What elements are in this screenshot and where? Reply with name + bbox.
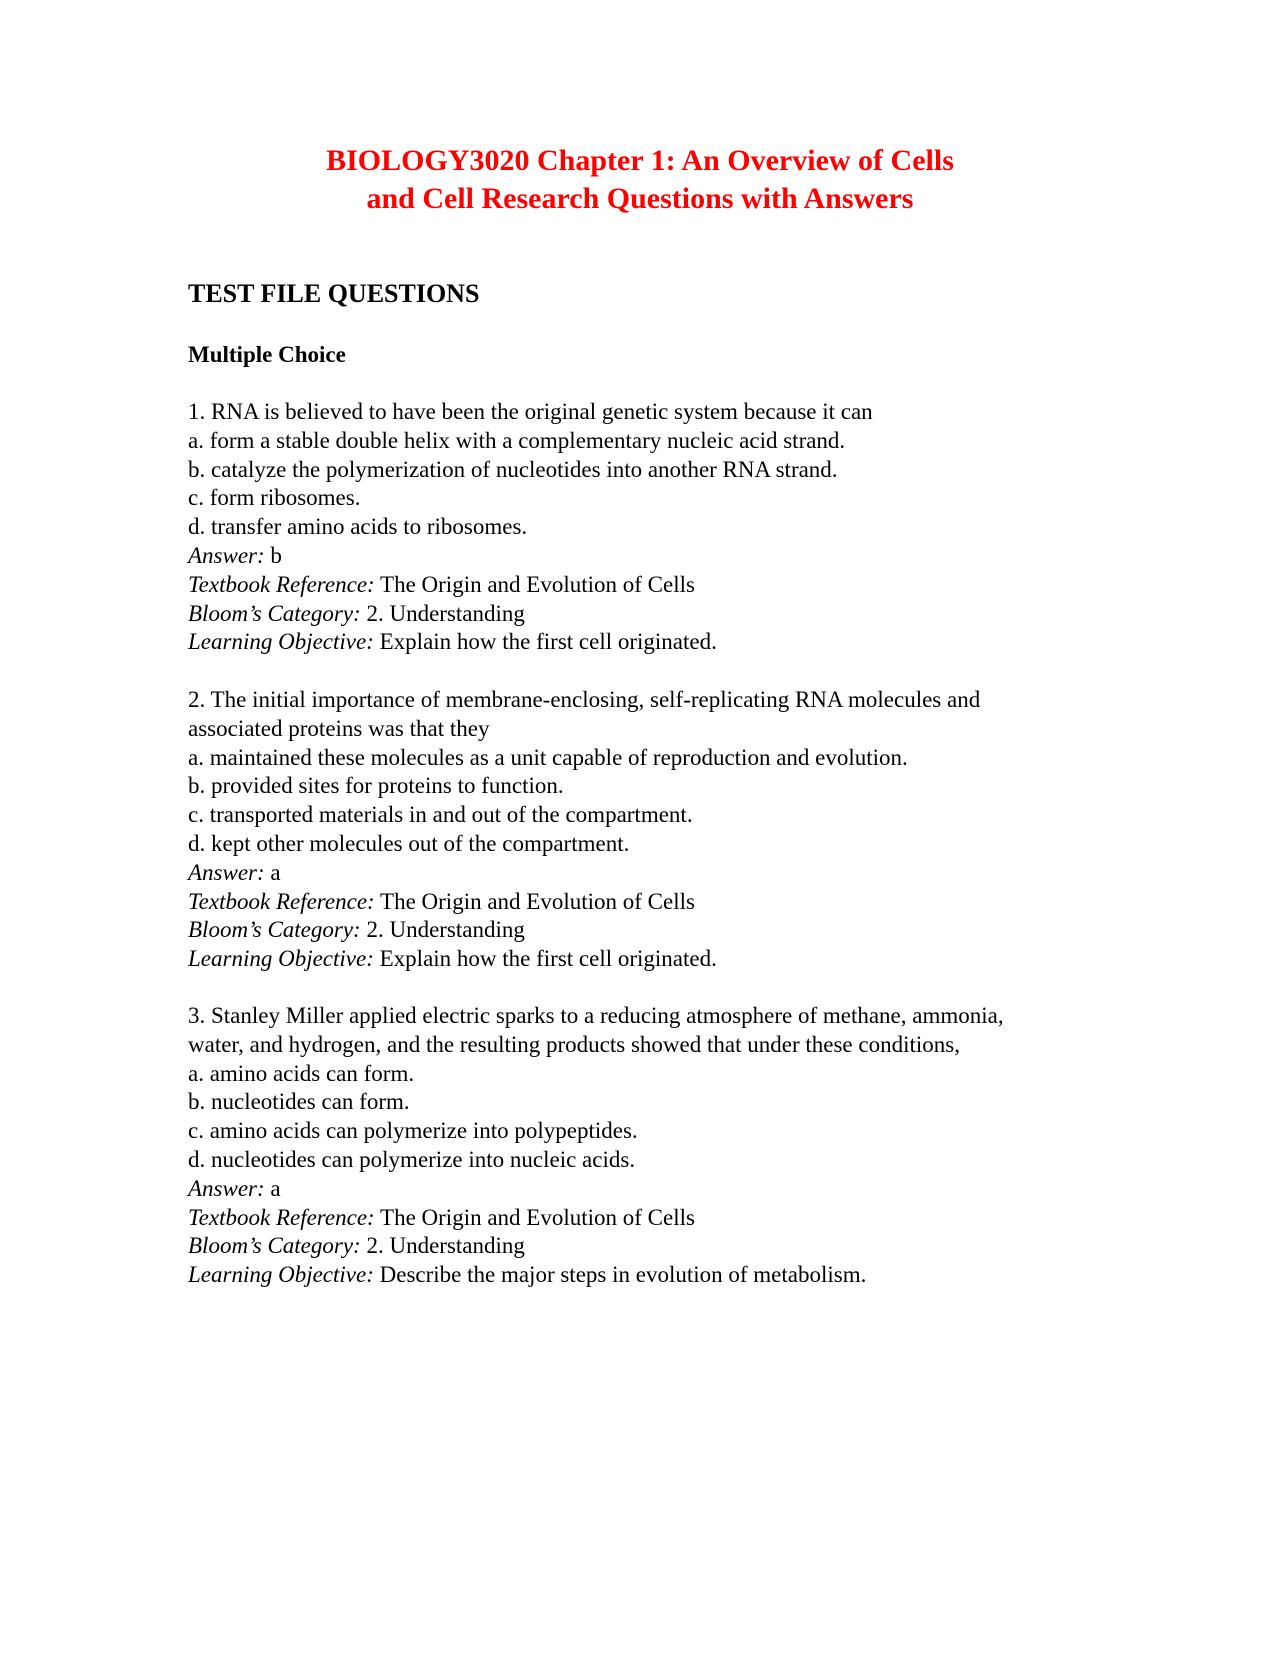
learning-objective-value: Explain how the first cell originated.: [379, 629, 717, 655]
learning-objective-label: Learning Objective:: [188, 1262, 374, 1288]
answer-line: [188, 542, 1108, 571]
textbook-reference-label: Textbook Reference:: [188, 571, 375, 597]
option-c: c. transported materials in and out of the compartment.: [188, 802, 693, 828]
title-line-1: BIOLOGY3020 Chapter 1: An Overview of Cells: [326, 144, 954, 177]
learning-objective-value: Describe the major steps in evolution of metabolism.: [379, 1262, 867, 1288]
blooms-category-label: Bloom’s Category:: [188, 600, 361, 626]
blooms-category-line: [188, 916, 1108, 945]
option-a: a. maintained these molecules as a unit capable of reproduction and evolution.: [188, 744, 908, 770]
question-stem: 2. The initial importance of membrane-enclosing, self-replicating RNA molecules and: [188, 687, 981, 712]
answer-line: [188, 1175, 1108, 1204]
section-heading: TEST FILE QUESTIONS: [188, 279, 480, 308]
textbook-reference-line: [188, 888, 1108, 917]
option-d: d. kept other molecules out of the compartment.: [188, 830, 630, 856]
question-1: [188, 398, 1108, 657]
answer-line: [188, 859, 1108, 888]
learning-objective-line: [188, 628, 1108, 657]
answer-value: a: [270, 859, 281, 885]
question-stem-continued: water, and hydrogen, and the resulting products showed that under these conditions,: [188, 1031, 960, 1057]
blooms-category-line: [188, 1232, 1108, 1261]
textbook-reference-line: [188, 571, 1108, 600]
option-b: b. catalyze the polymerization of nucleotides into another RNA strand.: [188, 456, 838, 482]
question-stem: 3. Stanley Miller applied electric sparks to a reducing atmosphere of methane, ammonia,: [188, 1003, 1004, 1028]
blooms-category-label: Bloom’s Category:: [188, 917, 361, 943]
blooms-category-label: Bloom’s Category:: [188, 1233, 361, 1259]
learning-objective-line: [188, 1261, 1108, 1290]
option-c: c. amino acids can polymerize into polypeptides.: [188, 1118, 638, 1144]
blooms-category-value: 2. Understanding: [366, 600, 525, 626]
option-d: d. nucleotides can polymerize into nucleic acids.: [188, 1146, 636, 1172]
option-b: b. provided sites for proteins to function.: [188, 773, 564, 799]
option-c: c. form ribosomes.: [188, 485, 361, 511]
question-3: [188, 1002, 1108, 1290]
option-d: d. transfer amino acids to ribosomes.: [188, 514, 528, 540]
option-a: a. form a stable double helix with a complementary nucleic acid strand.: [188, 427, 846, 453]
textbook-reference-value: The Origin and Evolution of Cells: [380, 1204, 695, 1230]
learning-objective-line: [188, 945, 1108, 974]
learning-objective-label: Learning Objective:: [188, 629, 374, 655]
option-a: a. amino acids can form.: [188, 1060, 415, 1086]
learning-objective-label: Learning Objective:: [188, 946, 374, 972]
answer-label: Answer:: [188, 859, 265, 885]
textbook-reference-label: Textbook Reference:: [188, 1204, 375, 1230]
answer-value: b: [270, 542, 282, 568]
answer-label: Answer:: [188, 542, 265, 568]
textbook-reference-line: [188, 1204, 1108, 1233]
document-title: [0, 142, 1280, 218]
blooms-category-value: 2. Understanding: [366, 917, 525, 943]
option-b: b. nucleotides can form.: [188, 1089, 410, 1115]
title-line-2: and Cell Research Questions with Answers: [366, 182, 914, 215]
textbook-reference-value: The Origin and Evolution of Cells: [380, 888, 695, 914]
question-stem: 1. RNA is believed to have been the original genetic system because it can: [188, 399, 873, 424]
answer-value: a: [270, 1175, 281, 1201]
answer-label: Answer:: [188, 1175, 265, 1201]
sub-heading: Multiple Choice: [188, 342, 346, 367]
textbook-reference-value: The Origin and Evolution of Cells: [380, 571, 695, 597]
learning-objective-value: Explain how the first cell originated.: [379, 946, 717, 972]
blooms-category-value: 2. Understanding: [366, 1233, 525, 1259]
question-stem-continued: associated proteins was that they: [188, 715, 490, 741]
question-2: [188, 686, 1108, 974]
blooms-category-line: [188, 600, 1108, 629]
textbook-reference-label: Textbook Reference:: [188, 888, 375, 914]
